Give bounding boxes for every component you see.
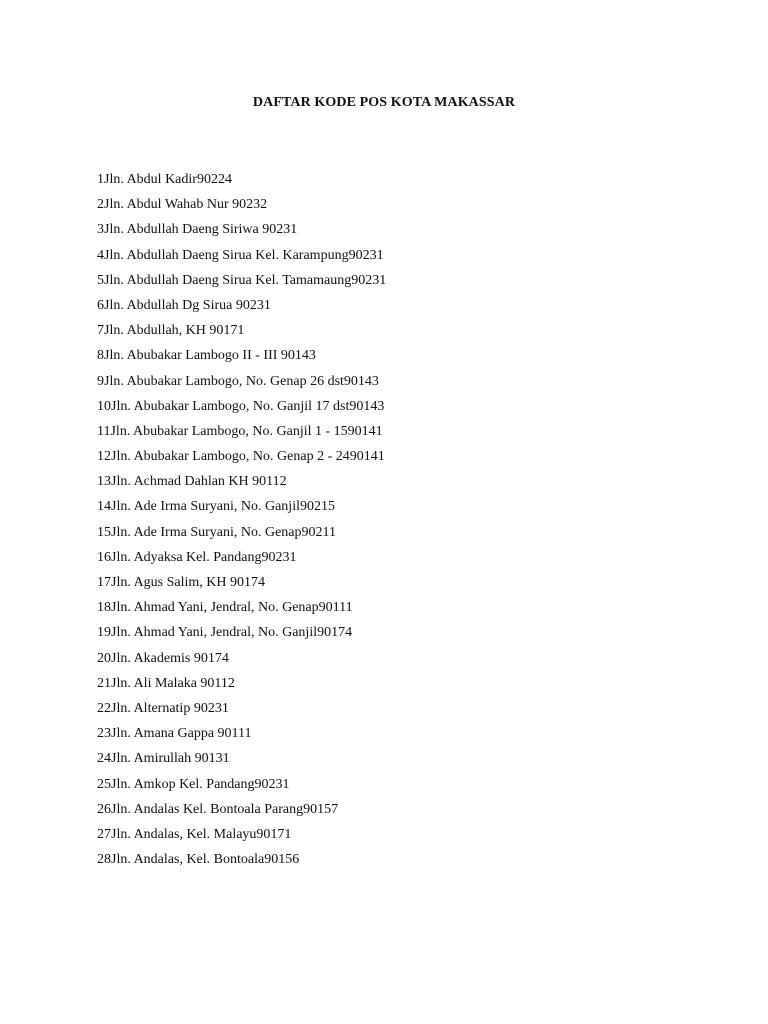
list-item: 4Jln. Abdullah Daeng Sirua Kel. Karampung90231: [97, 247, 384, 263]
list-item: 7Jln. Abdullah, KH 90171: [97, 323, 245, 339]
list-item: 8Jln. Abubakar Lambogo II - III 90143: [97, 348, 316, 364]
list-item: 1Jln. Abdul Kadir90224: [97, 172, 232, 187]
list-item: 12Jln. Abubakar Lambogo, No. Genap 2 - 2490141: [97, 449, 385, 465]
list-item: 3Jln. Abdullah Daeng Siriwa 90231: [97, 222, 298, 238]
list-item: 26Jln. Andalas Kel. Bontoala Parang90157: [97, 801, 339, 817]
list-item: 13Jln. Achmad Dahlan KH 90112: [97, 474, 287, 490]
list-item: 21Jln. Ali Malaka 90112: [97, 675, 235, 691]
document-title: DAFTAR KODE POS KOTA MAKASSAR: [252, 95, 516, 110]
list-item: 9Jln. Abubakar Lambogo, No. Genap 26 dst90143: [97, 373, 379, 389]
list-item: 25Jln. Amkop Kel. Pandang90231: [97, 776, 290, 792]
list-item: 19Jln. Ahmad Yani, Jendral, No. Ganjil90174: [97, 625, 353, 641]
postal-code-list: [97, 171, 386, 876]
list-item: 15Jln. Ade Irma Suryani, No. Genap90211: [97, 524, 336, 540]
list-item: 2Jln. Abdul Wahab Nur 90232: [97, 197, 268, 213]
list-item: 22Jln. Alternatip 90231: [97, 700, 229, 716]
list-item: 27Jln. Andalas, Kel. Malayu90171: [97, 826, 292, 842]
list-item: 16Jln. Adyaksa Kel. Pandang90231: [97, 549, 297, 565]
list-item: 18Jln. Ahmad Yani, Jendral, No. Genap90111: [97, 600, 353, 616]
list-item: 11Jln. Abubakar Lambogo, No. Ganjil 1 - 1590141: [97, 423, 383, 439]
list-item: 23Jln. Amana Gappa 90111: [97, 726, 252, 742]
list-item: 20Jln. Akademis 90174: [97, 650, 229, 666]
list-item: 5Jln. Abdullah Daeng Sirua Kel. Tamamaung90231: [97, 272, 387, 288]
list-item: 10Jln. Abubakar Lambogo, No. Ganjil 17 dst90143: [97, 398, 385, 414]
list-item: 6Jln. Abdullah Dg Sirua 90231: [97, 297, 271, 313]
list-item: 17Jln. Agus Salim, KH 90174: [97, 575, 266, 590]
list-item: 28Jln. Andalas, Kel. Bontoala90156: [97, 852, 300, 868]
list-item: 14Jln. Ade Irma Suryani, No. Ganjil90215: [97, 499, 335, 515]
list-item: 24Jln. Amirullah 90131: [97, 751, 230, 767]
